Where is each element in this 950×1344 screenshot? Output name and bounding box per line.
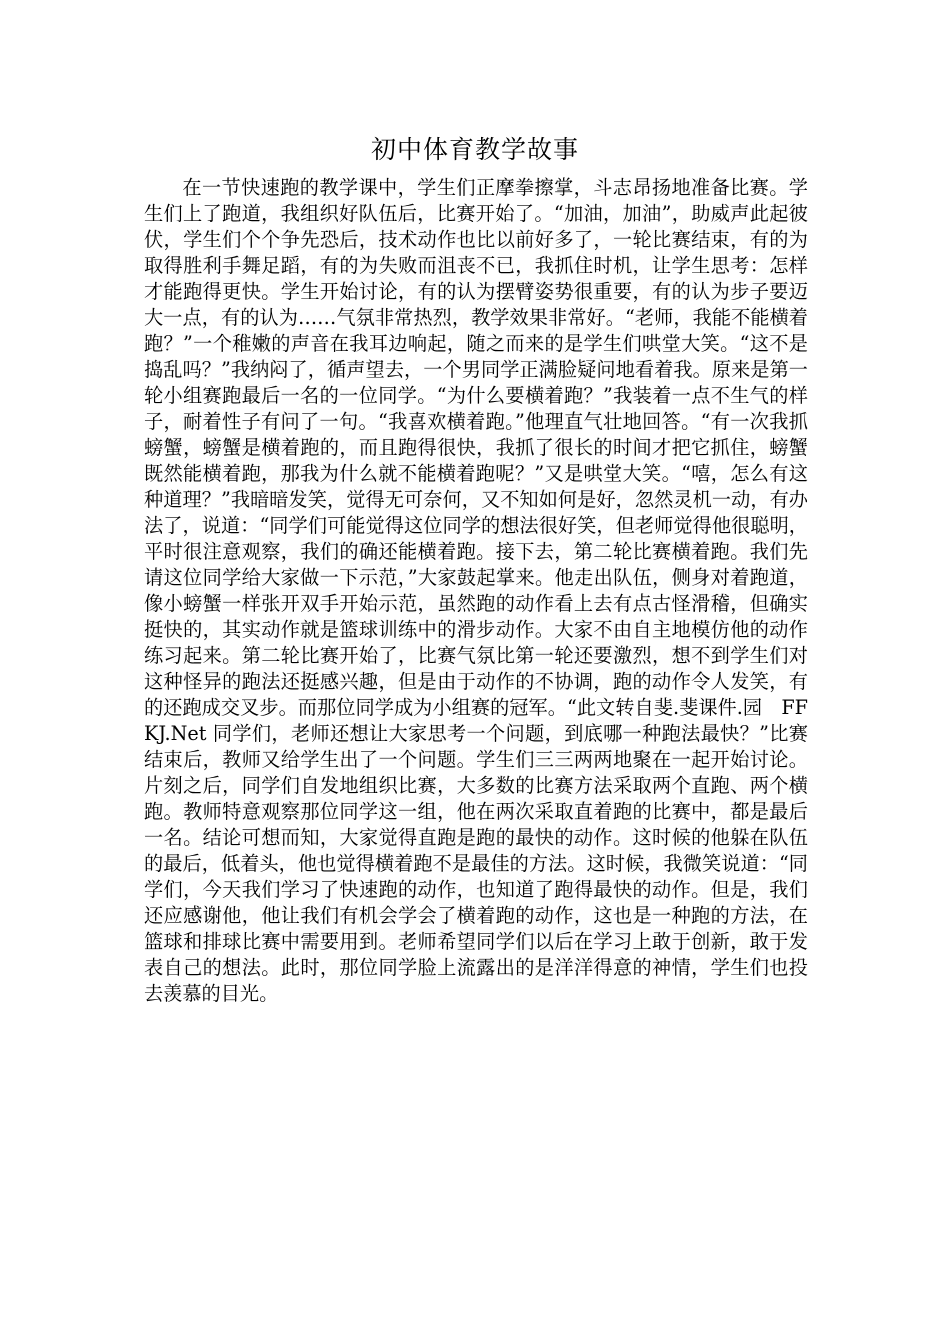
document-body-paragraph: 在一节快速跑的教学课中，学生们正摩拳擦掌，斗志昂扬地准备比赛。学生们上了跑道，我组织好队伍后，比赛开始了。“加油，加油”，助威声此起彼伏，学生们个个争先恐后，技术动作也比以前好多了，一轮比赛结束，有的为取得胜利手舞足蹈，有的为失败而沮丧不已，我抓住时机，让学生思考：怎样才能跑得更快。学生开始讨论，有的认为摆臂姿势很重要，有的认为步子要迈大一点，有的认为……气氛非常热烈，教学效果非常好。“老师，我能不能横着跑？”一个稚嫩的声音在我耳边响起，随之而来的是学生们哄堂大笑。“这不是捣乱吗？”我纳闷了，循声望去，一个男同学正满脸疑问地看着我。原来是第一轮小组赛跑最后一名的一位同学。“为什么要横着跑？”我装着一点不生气的样子，耐着性子有问了一句。“我喜欢横着跑。”他理直气壮地回答。“有一次我抓螃蟹，螃蟹是横着跑的，而且跑得很快，我抓了很长的时间才把它抓住，螃蟹既然能横着跑，那我为什么就不能横着跑呢？”又是哄堂大笑。“嘻，怎么有这种道理？”我暗暗发笑，觉得无可奈何，又不知如何是好，忽然灵机一动，有办法了，说道：“同学们可能觉得这位同学的想法很好笑，但老师觉得他很聪明，平时很注意观察，我们的确还能横着跑。接下去，第二轮比赛横着跑。我们先请这位同学给大家做一下示范，”大家鼓起掌来。他走出队伍，侧身对着跑道，像小螃蟹一样张开双手开始示范，虽然跑的动作看上去有点古怪滑稽，但确实挺快的，其实动作就是篮球训练中的滑步动作。大家不由自主地模仿他的动作练习起来。第二轮比赛开始了，比赛气氛比第一轮还要激烈，想不到学生们对这种怪异的跑法还挺感兴趣，但是由于动作的不协调，跑的动作令人发笑，有的还跑成交叉步。而那位同学成为小组赛的冠军。“此文转自斐.斐课件.园 FFKJ.Net 同学们，老师还想让大家思考一个问题，到底哪一种跑法最快？”比赛结束后，教师又给学生出了一个问题。学生们三三两两地聚在一起开始讨论。片刻之后，同学们自发地组织比赛，大多数的比赛方法采取两个直跑、两个横跑。教师特意观察那位同学这一组，他在两次采取直着跑的比赛中，都是最后一名。结论可想而知，大家觉得直跑是跑的最快的动作。这时候的他躲在队伍的最后，低着头，他也觉得横着跑不是最佳的方法。这时候，我微笑说道：“同学们，今天我们学习了快速跑的动作，也知道了跑得最快的动作。但是，我们还应感谢他，他让我们有机会学会了横着跑的动作，这也是一种跑的方法，在篮球和排球比赛中需要用到。老师希望同学们以后在学习上敢于创新，敢于发表自己的想法。此时，那位同学脸上流露出的是洋洋得意的神情，学生们也投去羡慕的目光。 [144,176,808,1005]
document-title: 初中体育教学故事 [370,135,579,164]
